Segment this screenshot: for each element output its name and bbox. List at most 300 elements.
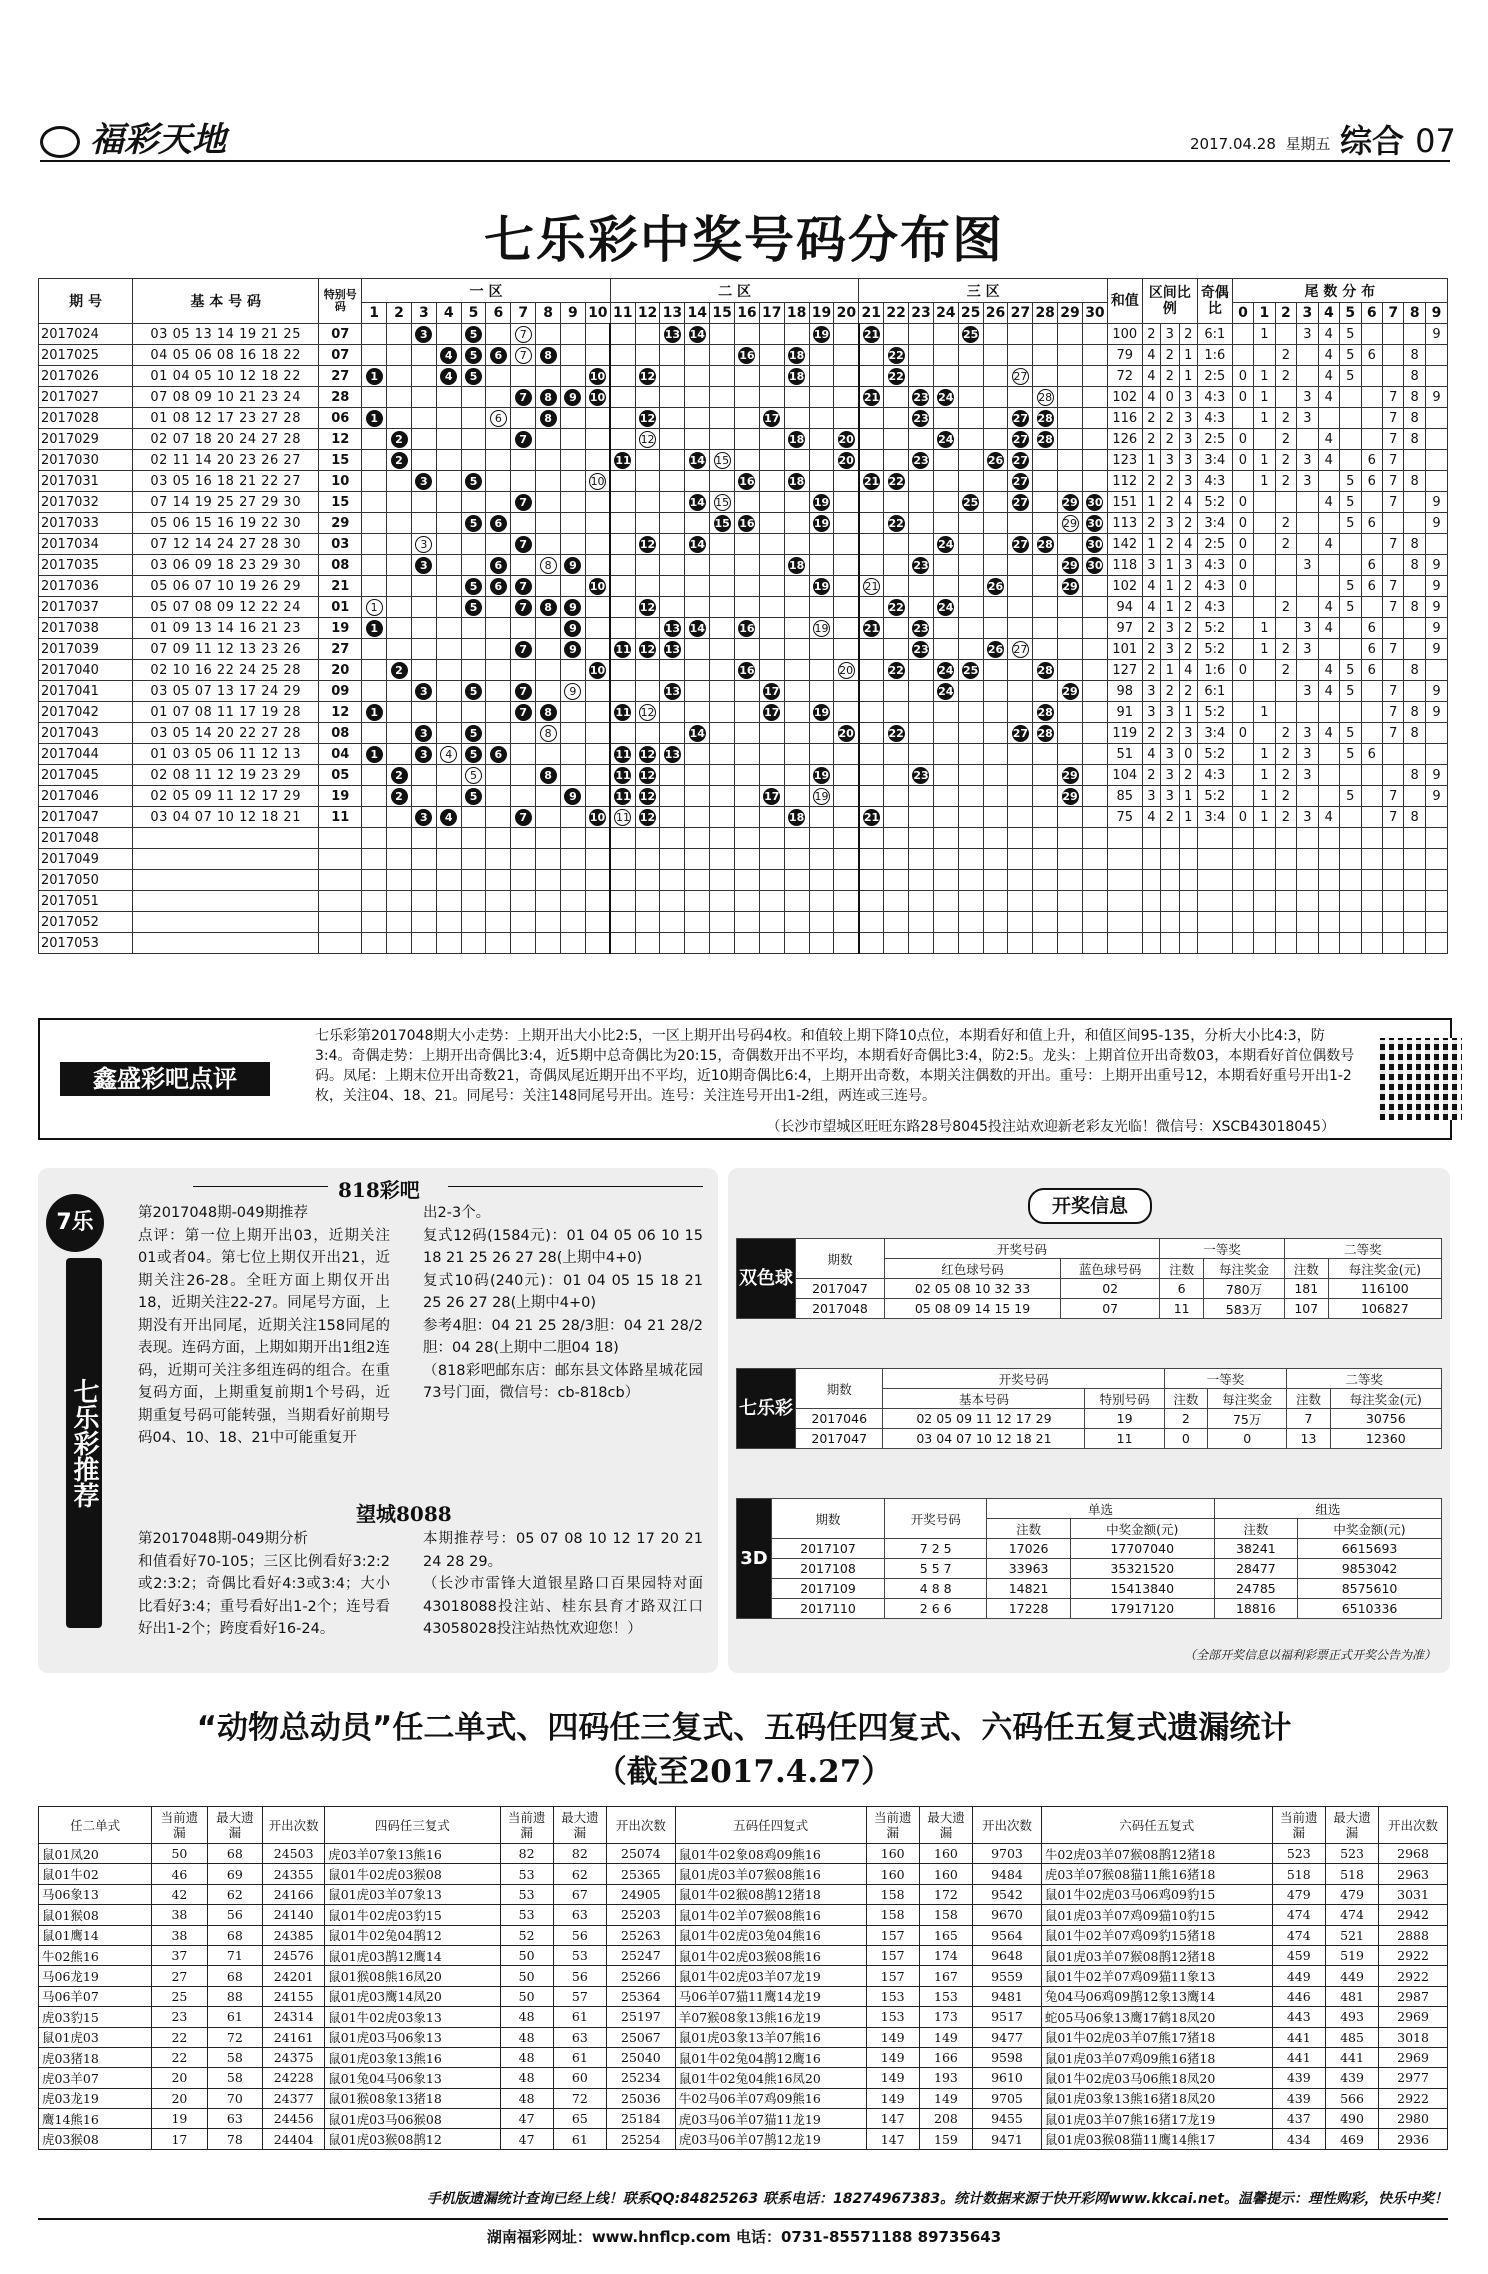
number-cell — [958, 345, 983, 366]
number-cell — [809, 534, 834, 555]
table-row — [39, 639, 1448, 660]
number-cell — [436, 660, 461, 681]
number-cell — [585, 471, 610, 492]
number-cell — [884, 345, 909, 366]
number-cell — [362, 429, 387, 450]
number-cell — [983, 345, 1008, 366]
number-cell — [710, 765, 735, 786]
odd-even-cell — [1197, 849, 1232, 870]
number-cell — [486, 555, 511, 576]
odd-even-cell — [1197, 828, 1232, 849]
cell: 5 5 7 — [884, 1559, 986, 1579]
stat-cell: 78 — [207, 2129, 262, 2149]
cell: 11 — [1085, 1429, 1164, 1449]
period-cell: 2017031 — [39, 471, 133, 492]
number-cell — [909, 702, 934, 723]
odd-even-cell: 6:1 — [1197, 324, 1232, 345]
number-cell — [610, 450, 635, 471]
number-cell — [784, 744, 809, 765]
stat-cell: 437 — [1272, 2109, 1325, 2129]
number-cell — [560, 849, 585, 870]
number-cell — [685, 912, 710, 933]
drawn-ball: 3 — [415, 746, 432, 763]
special-cell: 06 — [319, 408, 362, 429]
number-cell — [660, 597, 685, 618]
number-cell — [1008, 912, 1033, 933]
footer-contact: 湖南福彩网址：www.hnflcp.com 电话：0731-85571188 89735643 — [486, 2228, 1002, 2246]
number-cell — [511, 912, 536, 933]
table-row — [39, 744, 1448, 765]
number-cell — [1058, 702, 1083, 723]
drawn-ball: 13 — [664, 642, 681, 656]
divider — [448, 1186, 703, 1187]
number-cell — [387, 408, 412, 429]
tail-cell — [1340, 849, 1361, 870]
number-cell — [685, 891, 710, 912]
number-cell — [735, 639, 760, 660]
number-cell — [784, 597, 809, 618]
period-cell: 2017048 — [39, 828, 133, 849]
number-cell — [536, 891, 561, 912]
number-cell — [486, 324, 511, 345]
number-cell — [784, 912, 809, 933]
interval-cell: 2 — [1142, 513, 1160, 534]
drawn-ball: 29 — [1062, 579, 1078, 593]
tail-cell: 2 — [1275, 639, 1296, 660]
stat-cell: 68 — [207, 1925, 262, 1945]
drawn-ball: 28 — [1037, 411, 1053, 425]
number-header: 19 — [809, 303, 834, 324]
tail-cell: 1 — [1254, 408, 1275, 429]
tail-cell: 9 — [1425, 387, 1447, 408]
tail-cell: 2 — [1275, 471, 1296, 492]
tail-cell: 1 — [1254, 618, 1275, 639]
tail-cell: 1 — [1254, 639, 1275, 660]
combo-cell: 虎03羊07 — [39, 2068, 152, 2088]
number-cell — [759, 744, 784, 765]
stat-cell: 2922 — [1379, 2088, 1448, 2108]
stat-cell: 50 — [500, 1986, 553, 2006]
number-cell — [1008, 597, 1033, 618]
drawn-ball: 18 — [788, 369, 805, 383]
number-cell — [610, 408, 635, 429]
number-cell — [909, 828, 934, 849]
number-cell — [362, 597, 387, 618]
number-cell — [560, 366, 585, 387]
odd-even-cell: 5:2 — [1197, 744, 1232, 765]
period-cell: 2017043 — [39, 723, 133, 744]
interval-cell: 3 — [1142, 702, 1160, 723]
number-cell — [759, 450, 784, 471]
number-cell — [362, 891, 387, 912]
cell: 583万 — [1204, 1299, 1285, 1319]
number-cell — [834, 639, 859, 660]
stat-cell: 441 — [1325, 2047, 1378, 2067]
number-cell — [635, 870, 660, 891]
number-cell — [685, 429, 710, 450]
number-cell — [536, 345, 561, 366]
tail-cell — [1425, 366, 1447, 387]
combo-cell: 虎03羊07猴08猫11熊16猪18 — [1041, 1864, 1272, 1884]
number-cell — [1058, 555, 1083, 576]
stat-cell: 50 — [500, 1945, 553, 1965]
interval-cell: 1 — [1142, 534, 1160, 555]
col-odd-even: 奇偶比 — [1197, 279, 1232, 324]
number-cell — [958, 933, 983, 954]
stat-cell: 22 — [152, 2047, 207, 2067]
tail-cell — [1232, 618, 1253, 639]
drawn-ball: 21 — [863, 327, 880, 341]
stats-header-cell: 任二单式 — [39, 1807, 152, 1844]
table-row — [39, 1986, 1448, 2006]
table-row — [39, 2088, 1448, 2108]
tail-number-header: 8 — [1404, 303, 1425, 324]
interval-cell: 2 — [1142, 660, 1160, 681]
number-cell — [1082, 828, 1107, 849]
drawn-ball: 23 — [913, 558, 929, 572]
tail-cell — [1254, 597, 1275, 618]
number-cell — [511, 597, 536, 618]
tail-cell — [1425, 807, 1447, 828]
col-bonus: 每注奖金(元) — [1328, 1259, 1441, 1279]
combo-cell: 鼠01牛02象08鸡09熊16 — [675, 1844, 866, 1864]
interval-cell: 2 — [1161, 408, 1179, 429]
tail-cell: 9 — [1425, 597, 1447, 618]
tail-cell — [1361, 828, 1382, 849]
interval-cell: 3 — [1179, 471, 1197, 492]
number-cell — [585, 786, 610, 807]
basic-numbers-cell: 02 11 14 20 23 26 27 — [133, 450, 319, 471]
tail-cell — [1232, 345, 1253, 366]
special-cell: 15 — [319, 450, 362, 471]
number-cell — [610, 744, 635, 765]
drawn-ball: 2 — [391, 662, 408, 679]
stat-cell: 82 — [553, 1844, 606, 1864]
number-cell — [1082, 555, 1107, 576]
col-period: 期 号 — [39, 279, 133, 324]
sum-cell: 123 — [1107, 450, 1142, 471]
col-numbers: 开奖号码 — [884, 1499, 986, 1539]
number-cell — [958, 450, 983, 471]
number-cell — [660, 450, 685, 471]
stat-cell: 459 — [1272, 1945, 1325, 1965]
special-ball: 20 — [839, 663, 854, 677]
number-cell — [933, 534, 958, 555]
interval-cell: 3 — [1179, 450, 1197, 471]
col-period: 期数 — [772, 1499, 885, 1539]
number-cell — [635, 765, 660, 786]
tail-cell: 9 — [1425, 618, 1447, 639]
number-cell — [436, 639, 461, 660]
col-amount: 中奖金额(元) — [1070, 1519, 1214, 1539]
tail-cell: 1 — [1254, 807, 1275, 828]
number-cell — [983, 912, 1008, 933]
number-cell — [859, 870, 884, 891]
number-cell — [784, 702, 809, 723]
number-cell — [983, 324, 1008, 345]
number-cell — [362, 723, 387, 744]
combo-cell: 鼠01牛02兔04熊16凤20 — [675, 2068, 866, 2088]
number-cell — [834, 366, 859, 387]
special-cell: 15 — [319, 492, 362, 513]
table-row — [39, 786, 1448, 807]
number-cell — [759, 933, 784, 954]
number-cell — [958, 387, 983, 408]
tail-cell — [1404, 492, 1425, 513]
stats-header-cell: 当前遗漏 — [500, 1807, 553, 1844]
table-row — [39, 1945, 1448, 1965]
number-cell — [461, 660, 486, 681]
number-cell — [436, 471, 461, 492]
number-cell — [436, 450, 461, 471]
tail-cell — [1404, 681, 1425, 702]
number-cell — [685, 555, 710, 576]
number-header: 22 — [884, 303, 909, 324]
number-cell — [884, 912, 909, 933]
table-row — [39, 345, 1448, 366]
number-cell — [859, 744, 884, 765]
number-cell — [635, 639, 660, 660]
number-header: 16 — [735, 303, 760, 324]
number-cell — [809, 639, 834, 660]
number-cell — [685, 828, 710, 849]
number-cell — [685, 807, 710, 828]
number-cell — [735, 849, 760, 870]
number-cell — [461, 849, 486, 870]
number-cell — [834, 912, 859, 933]
number-cell — [1033, 891, 1058, 912]
tail-number-header: 4 — [1318, 303, 1339, 324]
sum-cell — [1107, 891, 1142, 912]
drawn-ball: 2 — [391, 788, 408, 805]
number-cell — [387, 324, 412, 345]
tail-cell — [1232, 912, 1253, 933]
basic-numbers-cell: 01 09 13 14 16 21 23 — [133, 618, 319, 639]
number-cell — [411, 639, 436, 660]
drawn-ball: 10 — [589, 663, 606, 677]
stat-cell: 42 — [152, 1884, 207, 1904]
stat-cell: 52 — [500, 1925, 553, 1945]
number-cell — [809, 387, 834, 408]
sum-cell: 75 — [1107, 807, 1142, 828]
number-cell — [560, 492, 585, 513]
number-cell — [759, 576, 784, 597]
number-cell — [1058, 660, 1083, 681]
combo-cell: 鼠01牛02羊07猴08熊16 — [675, 1905, 866, 1925]
tail-cell: 1 — [1254, 387, 1275, 408]
interval-cell — [1161, 912, 1179, 933]
number-cell — [1033, 408, 1058, 429]
stat-cell: 474 — [1272, 1905, 1325, 1925]
drawn-ball: 28 — [1037, 705, 1053, 719]
odd-even-cell: 4:3 — [1197, 387, 1232, 408]
tail-number-header: 9 — [1425, 303, 1447, 324]
tail-cell — [1318, 639, 1339, 660]
stat-cell: 521 — [1325, 1925, 1378, 1945]
special-cell — [319, 828, 362, 849]
number-cell — [834, 786, 859, 807]
number-cell — [933, 807, 958, 828]
number-cell — [1058, 849, 1083, 870]
interval-cell: 2 — [1179, 618, 1197, 639]
table-row — [39, 1966, 1448, 1986]
number-cell — [735, 702, 760, 723]
number-cell — [436, 345, 461, 366]
number-cell — [610, 324, 635, 345]
number-cell — [710, 912, 735, 933]
drawn-ball: 2 — [391, 767, 408, 784]
number-cell — [461, 555, 486, 576]
number-cell — [710, 450, 735, 471]
number-cell — [859, 933, 884, 954]
drawn-ball: 28 — [1037, 663, 1053, 677]
number-cell — [834, 555, 859, 576]
interval-cell: 2 — [1179, 324, 1197, 345]
header-section — [1340, 116, 1456, 162]
number-cell — [660, 534, 685, 555]
special-ball: 4 — [440, 746, 457, 763]
tail-number-header: 3 — [1297, 303, 1318, 324]
number-cell — [809, 849, 834, 870]
number-cell — [759, 534, 784, 555]
drawn-ball: 21 — [863, 621, 880, 635]
tail-cell: 3 — [1297, 681, 1318, 702]
number-cell — [1058, 408, 1083, 429]
stat-cell: 46 — [152, 1864, 207, 1884]
tail-cell — [1275, 681, 1296, 702]
stat-cell: 9481 — [973, 1986, 1042, 2006]
stat-cell: 53 — [553, 1945, 606, 1965]
tail-cell: 9 — [1425, 681, 1447, 702]
number-cell — [1008, 849, 1033, 870]
number-cell — [859, 639, 884, 660]
section-818-title: 818彩吧 — [338, 1178, 420, 1202]
number-cell — [834, 324, 859, 345]
number-cell — [387, 471, 412, 492]
sum-cell: 112 — [1107, 471, 1142, 492]
drawn-ball: 3 — [415, 557, 432, 574]
number-cell — [660, 786, 685, 807]
number-cell — [1058, 534, 1083, 555]
stat-cell: 24155 — [263, 1986, 325, 2006]
odd-even-cell — [1197, 891, 1232, 912]
basic-numbers-cell: 05 07 08 09 12 22 24 — [133, 597, 319, 618]
number-cell — [1033, 576, 1058, 597]
number-cell — [933, 765, 958, 786]
number-cell — [958, 807, 983, 828]
number-cell — [511, 345, 536, 366]
number-cell — [759, 912, 784, 933]
tail-cell: 3 — [1297, 450, 1318, 471]
tail-cell: 5 — [1340, 345, 1361, 366]
table-row — [39, 681, 1448, 702]
number-cell — [362, 849, 387, 870]
interval-cell: 4 — [1179, 534, 1197, 555]
interval-cell: 3 — [1142, 681, 1160, 702]
combo-cell: 鼠01牛02羊07鸡09豹15猪18 — [1041, 1925, 1272, 1945]
tail-cell: 7 — [1382, 639, 1403, 660]
number-cell — [585, 744, 610, 765]
number-cell — [834, 387, 859, 408]
tail-cell — [1340, 912, 1361, 933]
stat-cell: 485 — [1325, 2027, 1378, 2047]
tail-cell — [1232, 702, 1253, 723]
number-cell — [759, 513, 784, 534]
interval-cell: 1 — [1161, 660, 1179, 681]
number-cell — [909, 471, 934, 492]
number-cell — [809, 786, 834, 807]
tail-cell: 2 — [1275, 807, 1296, 828]
tail-cell: 3 — [1297, 387, 1318, 408]
sum-cell: 104 — [1107, 765, 1142, 786]
number-cell — [362, 744, 387, 765]
stat-cell: 9703 — [973, 1844, 1042, 1864]
period-cell: 2017028 — [39, 408, 133, 429]
drawn-ball: 19 — [813, 495, 830, 509]
tail-cell: 9 — [1425, 513, 1447, 534]
number-cell — [610, 366, 635, 387]
basic-numbers-cell: 03 05 14 20 22 27 28 — [133, 723, 319, 744]
drawn-ball: 6 — [490, 557, 507, 574]
number-cell — [635, 450, 660, 471]
number-cell — [436, 765, 461, 786]
number-cell — [685, 471, 710, 492]
omission-stats-table — [38, 1806, 1448, 2150]
combo-cell: 鼠01虎03象13熊16猪18凤20 — [1041, 2088, 1272, 2108]
number-cell — [884, 786, 909, 807]
number-cell — [809, 555, 834, 576]
sum-cell: 102 — [1107, 576, 1142, 597]
number-cell — [958, 408, 983, 429]
sum-cell: 113 — [1107, 513, 1142, 534]
number-cell — [933, 345, 958, 366]
stat-cell: 48 — [500, 2088, 553, 2108]
interval-cell — [1142, 849, 1160, 870]
tail-cell: 9 — [1425, 639, 1447, 660]
number-cell — [809, 891, 834, 912]
interval-cell: 2 — [1161, 534, 1179, 555]
tail-cell — [1297, 597, 1318, 618]
number-cell — [983, 933, 1008, 954]
odd-even-cell: 6:1 — [1197, 681, 1232, 702]
number-cell — [884, 618, 909, 639]
basic-numbers-cell: 03 05 07 13 17 24 29 — [133, 681, 319, 702]
tail-cell: 6 — [1361, 555, 1382, 576]
tail-cell — [1254, 576, 1275, 597]
number-cell — [610, 849, 635, 870]
number-cell — [710, 492, 735, 513]
tail-cell — [1297, 891, 1318, 912]
drawn-ball: 16 — [739, 621, 755, 635]
number-cell — [809, 513, 834, 534]
number-cell — [660, 429, 685, 450]
basic-numbers-cell: 02 05 09 11 12 17 29 — [133, 786, 319, 807]
stat-cell: 158 — [866, 1905, 919, 1925]
number-cell — [1058, 744, 1083, 765]
drawn-ball: 22 — [888, 663, 904, 677]
number-cell — [859, 534, 884, 555]
drawn-ball: 14 — [689, 453, 705, 467]
number-cell — [859, 702, 884, 723]
number-cell — [585, 555, 610, 576]
number-cell — [1058, 576, 1083, 597]
tail-cell — [1340, 618, 1361, 639]
drawn-ball: 1 — [366, 368, 383, 385]
number-cell — [933, 555, 958, 576]
stat-cell: 24905 — [607, 1884, 676, 1904]
number-cell — [436, 849, 461, 870]
drawn-ball: 19 — [813, 516, 830, 530]
